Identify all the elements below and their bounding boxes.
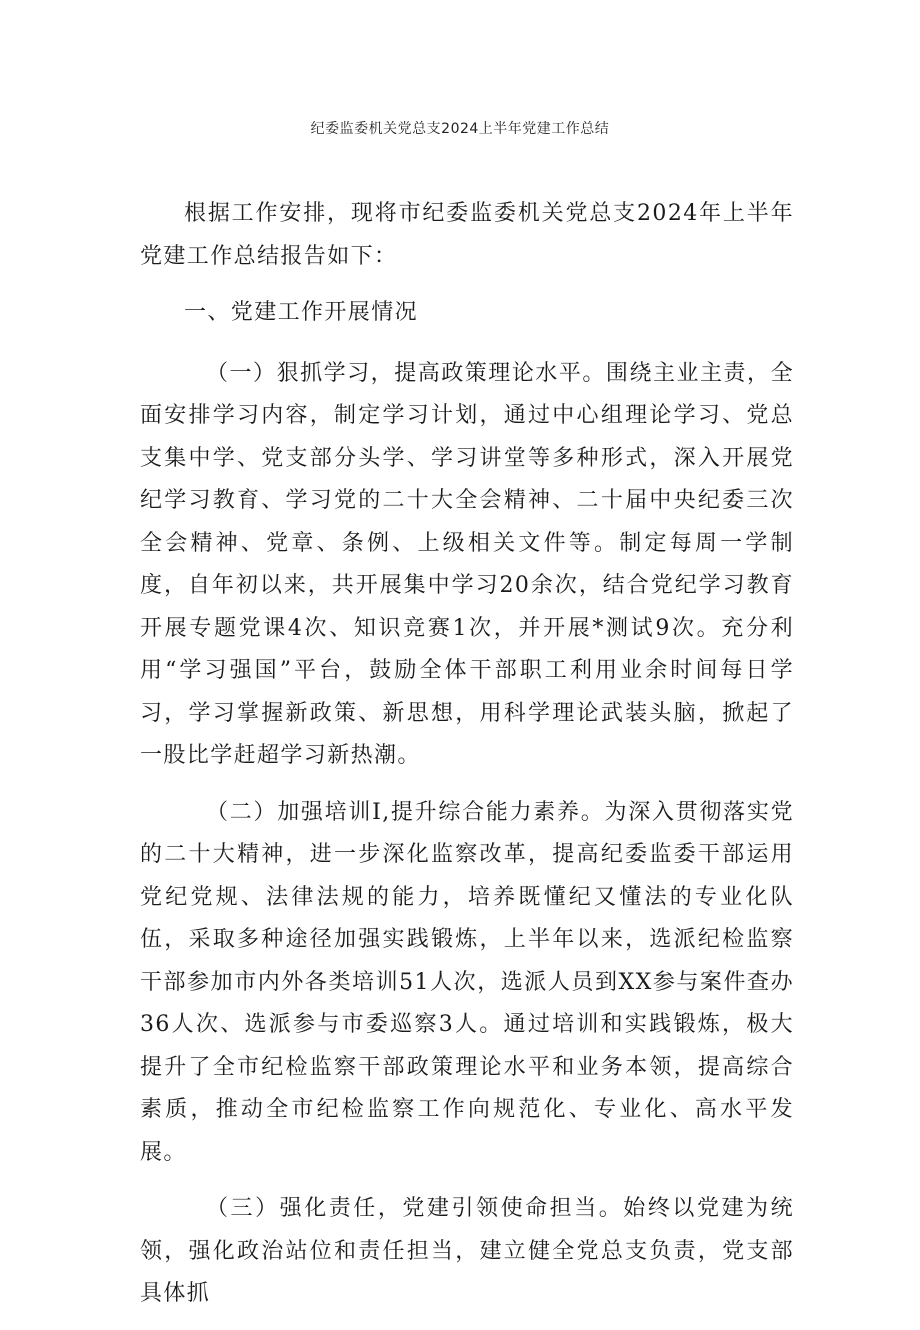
paragraph-training: （二）加强培训I,提升综合能力素养。为深入贯彻落实党的二十大精神，进一步深化监察改革，提高纪委监委干部运用党纪党规、法律法规的能力，培养既懂纪又懂法的专业化队伍，采取多种途径加强实践锻炼，上半年以来，选派纪检监察干部参加市内外各类培训51人次，选派人员到XX参与案件查办36人次、选派参与市委巡察3人。通过培训和实践锻炼，极大提升了全市纪检监察干部政策理论水平和业务本领，提高综合素质，推动全市纪检监察工作向规范化、专业化、高水平发展。 (140, 799, 794, 1165)
section-heading: 一、党建工作开展情况 (184, 300, 419, 325)
paragraph-study: （一）狠抓学习，提高政策理论水平。围绕主业主责，全面安排学习内容，制定学习计划，通过中心组理论学习、党总支集中学、党支部分头学、学习讲堂等多种形式，深入开展党纪学习教育、学习党的二十大全会精神、二十届中央纪委三次全会精神、党章、条例、上级相关文件等。制定每周一学制度，自年初以来，共开展集中学习20余次，结合党纪学习教育开展专题党课4次、知识竞赛1次，并开展*测试9次。充分利用“学习强国”平台，鼓励全体干部职工利用业余时间每日学习，学习掌握新政策、新思想，用科学理论武装头脑，掀起了一股比学赶超学习新热潮。 (140, 360, 794, 768)
document-title: 纪委监委机关党总支2024上半年党建工作总结 (310, 121, 610, 137)
paragraph-responsibility: （三）强化责任，党建引领使命担当。始终以党建为统领，强化政治站位和责任担当，建立健全党总支负责，党支部具体抓 (140, 1196, 794, 1306)
document-body (140, 193, 794, 1330)
intro-paragraph: 根据工作安排，现将市纪委监委机关党总支2024年上半年党建工作总结报告如下： (140, 201, 794, 269)
